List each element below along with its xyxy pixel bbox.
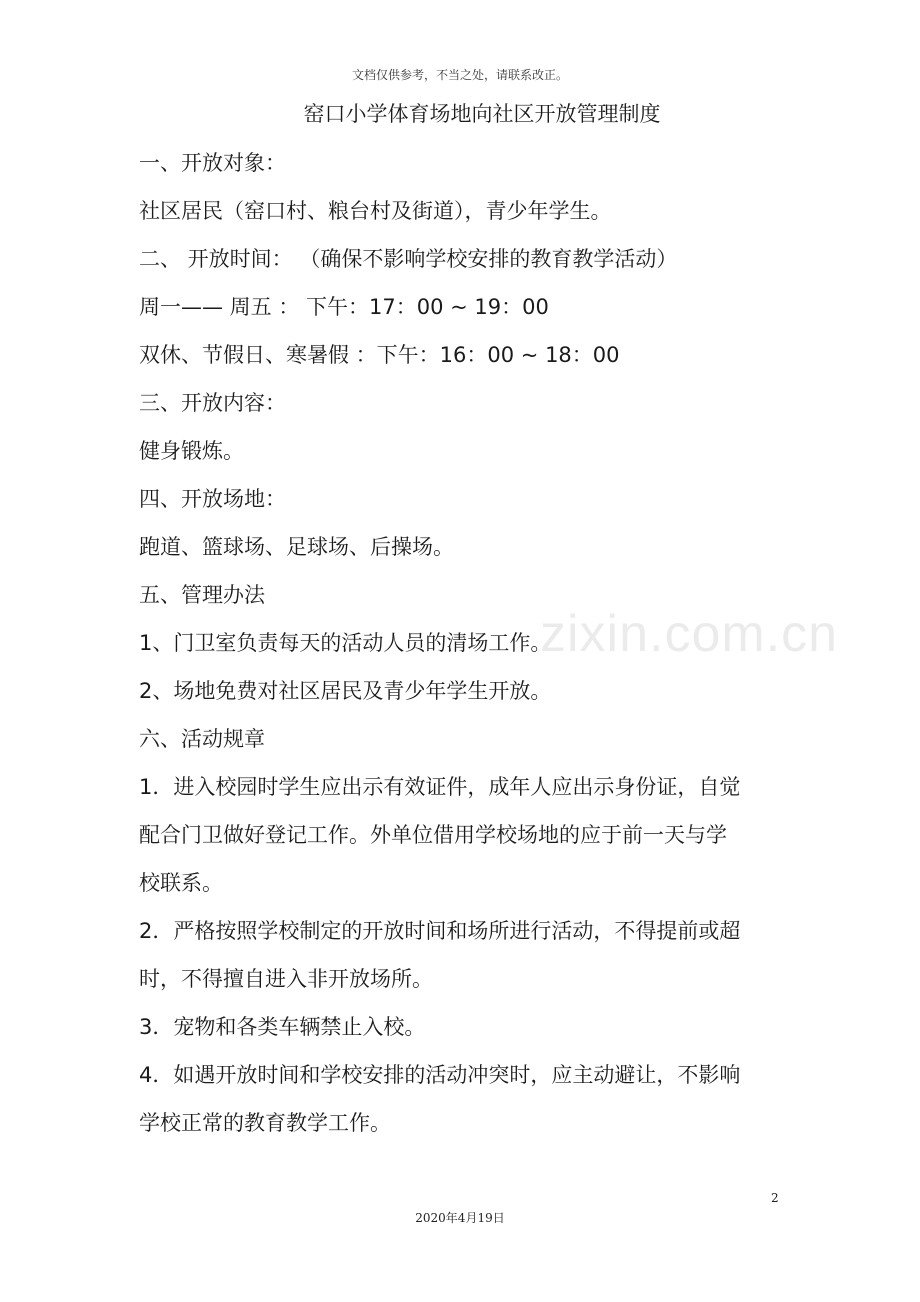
footer-date: 2020年4月19日	[415, 1211, 505, 1225]
paragraph-line: 2、场地免费对社区居民及青少年学生开放。	[139, 679, 552, 703]
section-heading: 一、开放对象：	[139, 151, 286, 175]
section-heading: 二、 开放时间： （确保不影响学校安排的教育教学活动）	[139, 247, 678, 271]
paragraph-line: 健身锻炼。	[139, 439, 244, 463]
document-title: 窑口小学体育场地向社区开放管理制度	[303, 102, 661, 126]
paragraph-line: 3．宠物和各类车辆禁止入校。	[139, 1015, 426, 1039]
header-note: 文档仅供参考，不当之处，请联系改正。	[351, 68, 568, 82]
paragraph-line: 周一—— 周五 ： 下午：17：00 ~ 19：00	[139, 295, 549, 319]
paragraph-line: 4．如遇开放时间和学校安排的活动冲突时，应主动避让，不影响	[139, 1063, 741, 1087]
paragraph-line: 双休、节假日、寒暑假 ：下午：16：00 ~ 18：00	[139, 343, 620, 367]
section-heading: 五、管理办法	[139, 583, 265, 607]
section-heading: 三、开放内容：	[139, 391, 286, 415]
paragraph-line: 跑道、篮球场、足球场、后操场。	[139, 535, 454, 559]
watermark: zixin.com.cn	[540, 605, 839, 663]
paragraph-line: 配合门卫做好登记工作。外单位借用学校场地的应于前一天与学	[139, 823, 727, 847]
paragraph-line: 校联系。	[139, 871, 223, 895]
section-heading: 六、活动规章	[139, 727, 265, 751]
paragraph-line: 1、门卫室负责每天的活动人员的清场工作。	[139, 631, 552, 655]
section-heading: 四、开放场地：	[139, 487, 286, 511]
paragraph-line: 2．严格按照学校制定的开放时间和场所进行活动，不得提前或超	[139, 919, 741, 943]
paragraph-line: 1．进入校园时学生应出示有效证件，成年人应出示身份证，自觉	[139, 775, 741, 799]
paragraph-line: 社区居民（窑口村、粮台村及街道），青少年学生。	[139, 199, 612, 223]
paragraph-line: 学校正常的教育教学工作。	[139, 1111, 391, 1135]
paragraph-line: 时，不得擅自进入非开放场所。	[139, 967, 433, 991]
page-number: 2	[771, 1191, 779, 1205]
